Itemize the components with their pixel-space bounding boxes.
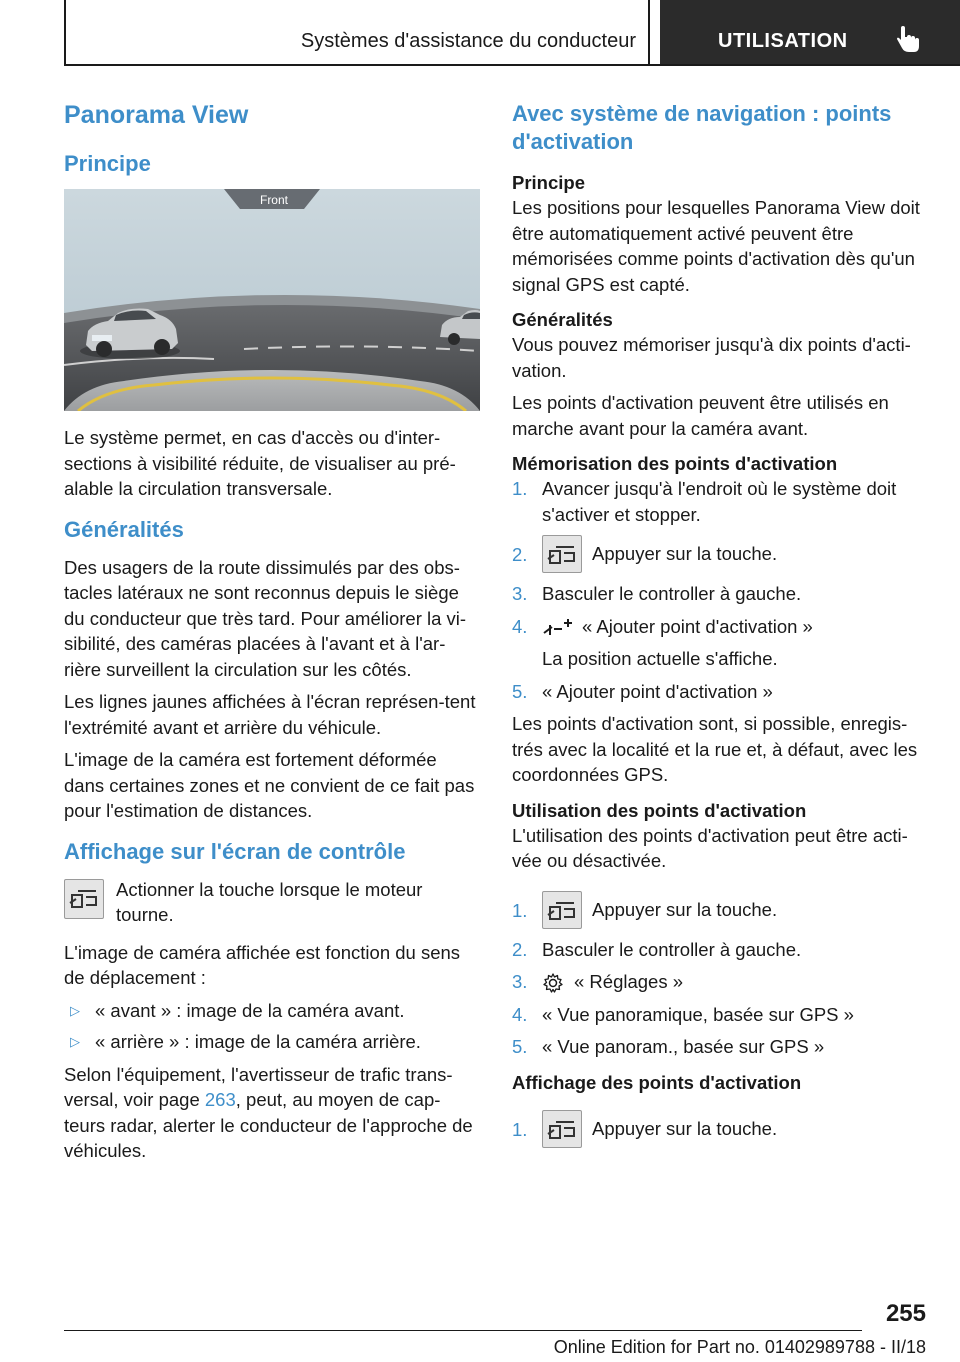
add-point-icon <box>542 617 572 639</box>
step-text: « Ajouter point d'activation » <box>582 615 813 637</box>
step-item <box>512 614 926 640</box>
step-number: 3. <box>512 583 528 604</box>
step-item <box>512 581 926 607</box>
header-separator <box>648 0 650 66</box>
camera-view-image <box>64 189 480 411</box>
step-item <box>512 969 926 995</box>
camera-button-icon <box>542 891 582 929</box>
step-item <box>512 679 926 705</box>
principe-text: Les positions pour lesquelles Panorama View doit être automatiquement activé peuvent être mémorisées comme points d'activation dès qu'un signal GPS est capté. <box>512 197 920 295</box>
heading-memorisation: Mémorisation des points d'activation <box>512 453 838 474</box>
camera-illustration <box>64 189 480 411</box>
triangle-bullet-icon: ▷ <box>70 1034 80 1049</box>
footer-rule <box>64 1330 862 1331</box>
step-text: « Réglages » <box>574 971 684 992</box>
step-number: 3. <box>512 971 528 992</box>
step-number: 1. <box>512 1118 528 1140</box>
header-bottom-rule <box>64 64 960 66</box>
memorisation-steps-continued <box>512 679 926 705</box>
header-left-rule <box>64 0 66 66</box>
camera-button-icon <box>64 879 104 919</box>
step-number: 5. <box>512 1036 528 1057</box>
step-text: « Vue panoram., basée sur GPS » <box>542 1036 825 1057</box>
heading-utilisation: Utilisation des points d'activation <box>512 799 807 821</box>
step-text: Basculer le controller à gauche. <box>542 938 802 960</box>
heading-generalites: Généralités <box>64 516 184 542</box>
gear-icon <box>542 972 564 994</box>
memorisation-after-text: Les points d'activation sont, si possible, enregis-trés avec la localité et la rue et, à défaut, avec les coordonnées GPS. <box>512 713 918 785</box>
page-263-link[interactable]: 263 <box>204 1089 236 1110</box>
heading-affichage-points: Affichage des points d'activation <box>512 1071 802 1093</box>
generalites-paragraph-3: L'image de la caméra est fortement déformée dans certaines zones et ne convient de ce fait pas pour l'estimation de distances. <box>64 749 475 821</box>
heading-principe: Principe <box>64 151 151 176</box>
step-item <box>512 890 926 930</box>
memorisation-steps <box>512 476 926 639</box>
affichage-paragraph-2 <box>64 1062 480 1164</box>
utilisation-text: L'utilisation des points d'activation peut être acti-vée ou désactivée. <box>512 824 908 871</box>
footer-edition: Online Edition for Part no. 01402989788 - II/18 <box>553 1337 926 1357</box>
camera-button-icon <box>542 1110 582 1148</box>
step-text: Basculer le controller à gauche. <box>542 583 802 604</box>
affichage-steps <box>512 1109 926 1149</box>
camera-button-icon <box>542 535 582 573</box>
step-item <box>512 476 926 527</box>
triangle-bullet-icon: ▷ <box>70 1002 80 1018</box>
chapter-tab-label: UTILISATION <box>718 30 848 52</box>
camera-front-label: Front <box>259 193 289 207</box>
heading-principe: Principe <box>512 172 585 193</box>
generalites-paragraph-1: Vous pouvez mémoriser jusqu'à dix points d'acti-vation. <box>512 334 911 381</box>
header-section-title: Systèmes d'assistance du conducteur <box>300 30 636 52</box>
step-number: 4. <box>512 1003 528 1025</box>
step-item <box>512 534 926 574</box>
heading-affichage: Affichage sur l'écran de contrôle <box>64 838 406 864</box>
step-text: Appuyer sur la touche. <box>592 898 778 920</box>
hand-pointer-icon <box>896 26 922 54</box>
step-number: 5. <box>512 680 528 702</box>
step-number: 2. <box>512 938 528 960</box>
step-number: 4. <box>512 615 528 637</box>
camera-button-text: Actionner la touche lorsque le moteur tourne. <box>116 878 423 925</box>
list-item-text: « arrière » : image de la caméra arrière. <box>95 1031 421 1052</box>
page-number: 255 <box>885 1300 926 1327</box>
header-chapter-tab <box>660 0 960 64</box>
utilisation-steps <box>512 890 926 1060</box>
step-text: « Vue panoramique, basée sur GPS » <box>542 1003 854 1025</box>
direction-list <box>64 998 480 1055</box>
list-item-text: « avant » : image de la caméra avant. <box>95 999 405 1021</box>
right-column <box>512 100 926 1156</box>
step-item <box>512 1034 926 1060</box>
step-text: Appuyer sur la touche. <box>592 1117 778 1139</box>
paragraph-text: , peut, au moyen de cap-teurs radar, alerter le conducteur de l'approche de véhicules. <box>64 1089 473 1161</box>
step-text: Appuyer sur la touche. <box>592 543 778 565</box>
list-item <box>64 1029 480 1055</box>
section-title-panorama-view: Panorama View <box>64 101 249 129</box>
heading-generalites: Généralités <box>512 309 613 330</box>
step-text: Avancer jusqu'à l'endroit où le système doit s'activer et stopper. <box>542 478 897 525</box>
section-title-navigation-points: Avec système de navigation : points d'activation <box>512 101 892 154</box>
step-4-note: La position actuelle s'affiche. <box>542 648 778 669</box>
step-number: 2. <box>512 544 528 565</box>
step-number: 1. <box>512 899 528 921</box>
camera-button-instruction <box>64 877 480 928</box>
step-item <box>512 937 926 963</box>
list-item <box>64 998 480 1024</box>
step-text: « Ajouter point d'activation » <box>542 680 773 702</box>
step-item <box>512 1002 926 1028</box>
generalites-paragraph-2: Les points d'activation peuvent être utilisés en marche avant pour la caméra avant. <box>512 392 889 439</box>
paragraph-text: Selon l'équipement, l'avertisseur de trafic trans-versal, voir page <box>64 1063 453 1110</box>
left-column <box>64 100 480 1171</box>
generalites-paragraph-2: Les lignes jaunes affichées à l'écran représen-tent l'extrémité avant et arrière du véhicule. <box>64 691 476 738</box>
step-number: 1. <box>512 478 528 499</box>
generalites-paragraph-1: Des usagers de la route dissimulés par des obs-tacles latéraux ne sont reconnus depuis le siège du conducteur que très tard. Pour améliorer la vi-sibilité, des caméras placées à l'avant et à l'ar-rière surveillent la circulation sur les côtés. <box>64 556 467 680</box>
affichage-paragraph-1: L'image de caméra affichée est fonction du sens de déplacement : <box>64 941 461 988</box>
step-item <box>512 1109 926 1149</box>
principe-text: Le système permet, en cas d'accès ou d'inter-sections à visibilité réduite, de visualiser au pré-alable la circulation transversale. <box>64 427 456 499</box>
